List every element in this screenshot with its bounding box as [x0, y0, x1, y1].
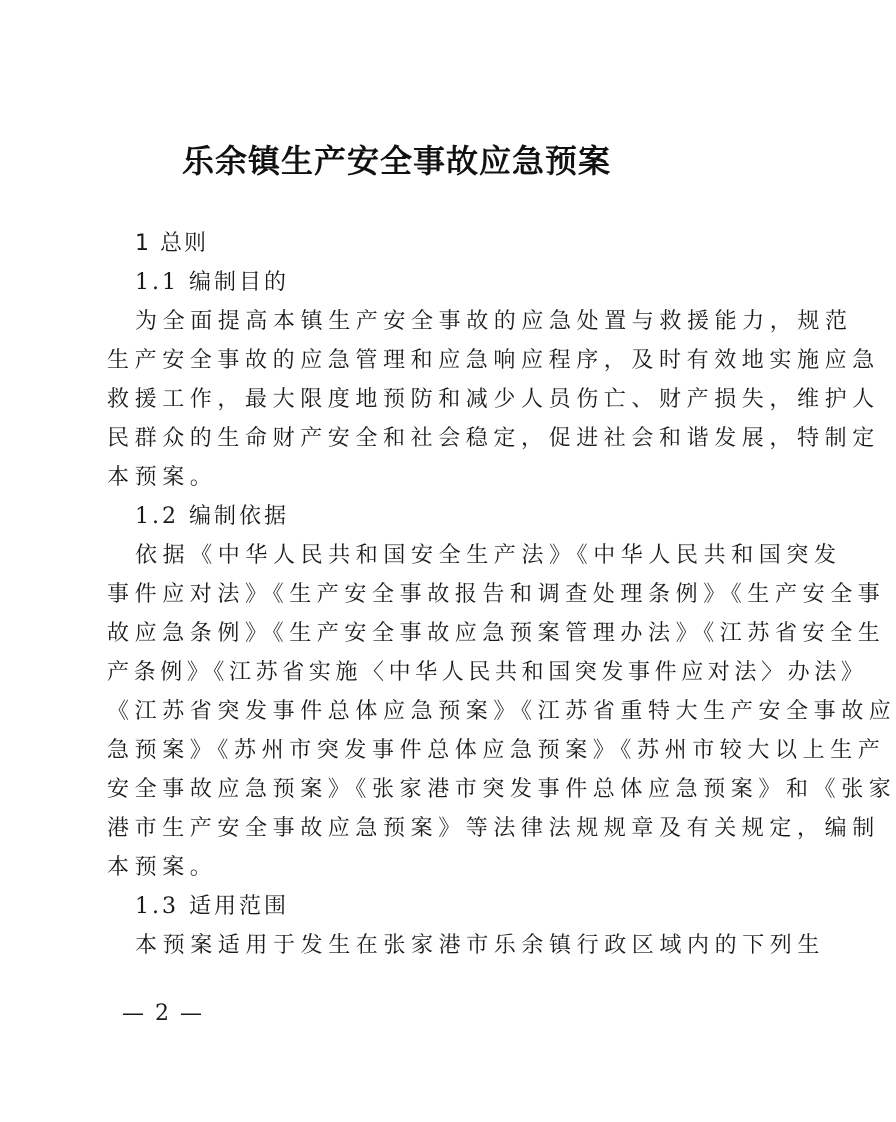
paragraph-line: 《江苏省突发事件总体应急预案》《江苏省重特大生产安全事故应	[107, 699, 896, 724]
section-heading-1: 1 总则	[135, 231, 208, 256]
paragraph-line: 本预案。	[107, 855, 218, 880]
paragraph-line: 急预案》《苏州市突发事件总体应急预案》《苏州市较大以上生产	[107, 738, 886, 763]
paragraph-line: 民群众的生命财产安全和社会稳定，促进社会和谐发展，特制定	[107, 426, 880, 451]
page-number: — 2 —	[122, 1001, 204, 1026]
paragraph-line: 救援工作，最大限度地预防和减少人员伤亡、财产损失，维护人	[107, 387, 880, 412]
paragraph-line: 产条例》《江苏省实施〈中华人民共和国突发事件应对法〉办法》	[107, 660, 868, 685]
paragraph-line: 故应急条例》《生产安全事故应急预案管理办法》《江苏省安全生	[107, 621, 886, 646]
section-heading-1-3: 1.3 适用范围	[135, 894, 289, 919]
paragraph-line: 生产安全事故的应急管理和应急响应程序，及时有效地实施应急	[107, 348, 880, 373]
paragraph-line: 本预案。	[107, 465, 218, 490]
section-heading-1-1: 1.1 编制目的	[135, 270, 289, 295]
paragraph-line: 港市生产安全事故应急预案》等法律法规规章及有关规定，编制	[107, 816, 880, 841]
section-heading-1-2: 1.2 编制依据	[135, 504, 289, 529]
document-title: 乐余镇生产安全事故应急预案	[181, 142, 611, 180]
paragraph-line: 依据《中华人民共和国安全生产法》《中华人民共和国突发	[135, 543, 842, 568]
paragraph-line: 本预案适用于发生在张家港市乐余镇行政区域内的下列生	[135, 933, 826, 958]
paragraph-line: 事件应对法》《生产安全事故报告和调查处理条例》《生产安全事	[107, 582, 886, 607]
paragraph-line: 为全面提高本镇生产安全事故的应急处置与救援能力，规范	[135, 309, 853, 334]
paragraph-line: 安全事故应急预案》《张家港市突发事件总体应急预案》和《张家	[107, 777, 896, 802]
